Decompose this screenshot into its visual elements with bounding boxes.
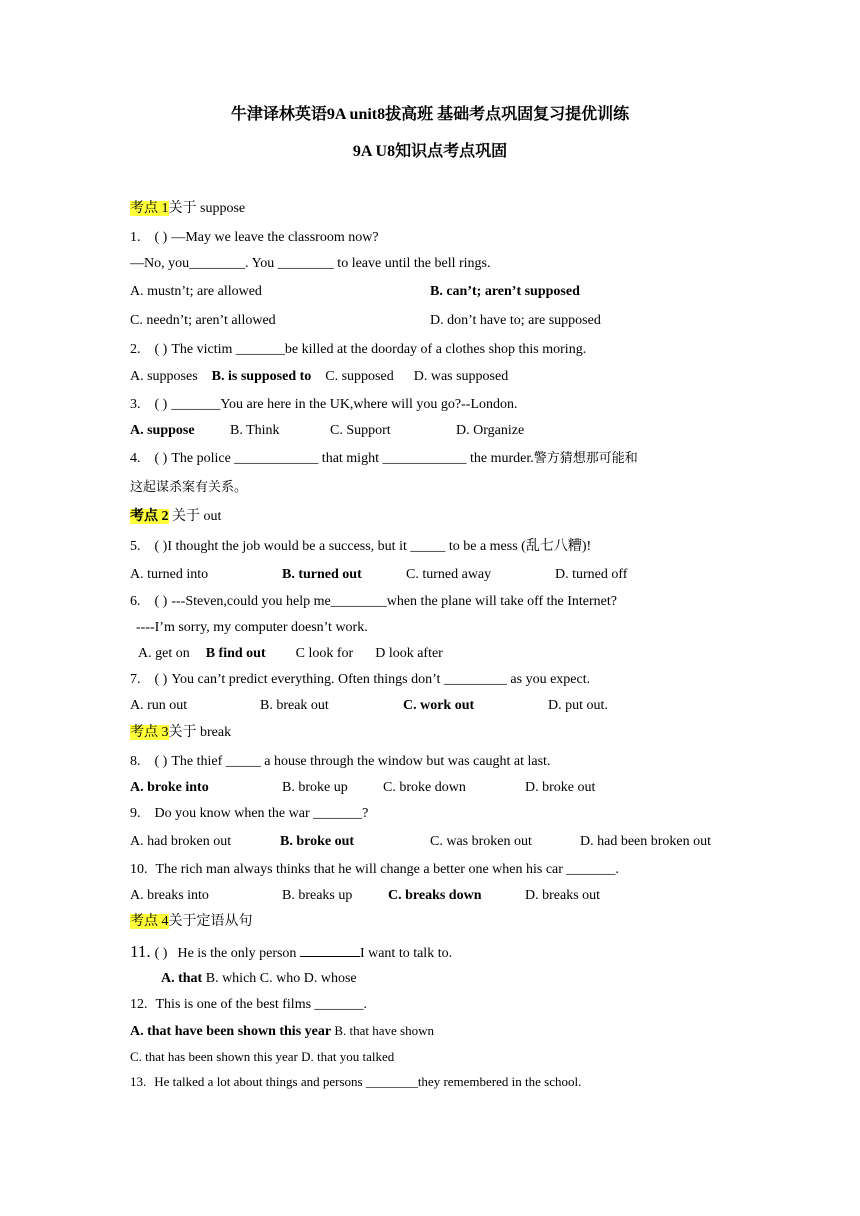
option-a-answer: A. that have been shown this year [130, 1024, 332, 1039]
question-6: 6. ( ) ---Steven,could you help me________when the plane will take off the Internet? [130, 594, 617, 609]
option-b: B. broke up [282, 780, 348, 795]
question-6-options: A. get on B find out C look for D look after [138, 646, 443, 661]
option-c-answer: C. work out [403, 698, 475, 713]
option-d: D. turned off [555, 567, 628, 582]
question-10: 10. The rich man always thinks that he will change a better one when his car _______. [130, 862, 619, 877]
answer-blank [300, 943, 360, 957]
question-12: 12. This is one of the best films _______. [130, 997, 368, 1012]
question-7: 7. ( ) You can’t predict everything. Often things don’t _________ as you expect. [130, 672, 591, 687]
section-heading-3 [130, 724, 231, 742]
question-3: 3. ( ) _______You are here in the UK,where will you go?--London. [130, 397, 518, 412]
question-1: 1. ( ) —May we leave the classroom now? [130, 230, 379, 245]
option-d: D. put out. [548, 698, 608, 713]
option-a-answer: A. suppose [130, 423, 195, 438]
option-a: A. mustn’t; are allowed [130, 284, 262, 299]
option-a: A. turned into [130, 567, 209, 582]
section-tag: 考点 4 [130, 914, 169, 929]
question-4: 4. ( ) The police ____________ that might ____________ the murder.警方猜想那可能和 [130, 451, 638, 466]
question-1-line2: —No, you________. You ________ to leave until the bell rings. [130, 256, 491, 271]
section-topic: 关于 out [168, 509, 222, 524]
question-13: 13. He talked a lot about things and persons ________they remembered in the school. [130, 1074, 582, 1089]
question-2: 2. ( ) The victim _______be killed at the doorday of a clothes shop this moring. [130, 342, 587, 357]
option-d: D. had been broken out [580, 834, 712, 849]
option-c: C. was broken out [430, 834, 532, 849]
option-b: B. break out [260, 698, 329, 713]
section-tag: 考点 1 [130, 201, 169, 216]
section-topic: 关于 suppose [168, 201, 246, 216]
question-2-options: A. supposes B. is supposed to C. supposed D. was supposed [130, 369, 509, 384]
option-c-answer: C. breaks down [388, 888, 482, 903]
option-b-answer: B. is supposed to [211, 369, 312, 384]
option-a: A. had broken out [130, 834, 232, 849]
question-11: 11. ( ) He is the only person I want to talk to. [130, 942, 453, 961]
question-12-options: A. that have been shown this year B. that have shown [130, 1023, 434, 1039]
section-tag: 考点 2 [130, 509, 169, 524]
question-6-line2: ----I’m sorry, my computer doesn’t work. [136, 620, 368, 635]
option-d: D. breaks out [525, 888, 601, 903]
option-c: C. Support [330, 423, 391, 438]
question-12-options-line2: C. that has been shown this year D. that you talked [130, 1049, 395, 1064]
section-topic: 关于 break [168, 725, 232, 740]
question-11-options: A. that B. which C. who D. whose [161, 971, 357, 986]
option-a: A. run out [130, 698, 188, 713]
question-9: 9. Do you know when the war _______? [130, 806, 369, 821]
option-a-answer: A. broke into [130, 780, 209, 795]
option-c: C. turned away [406, 567, 492, 582]
option-d: D. Organize [456, 423, 525, 438]
option-a: A. breaks into [130, 888, 209, 903]
option-c: C. broke down [383, 780, 466, 795]
page-subtitle: 9A U8知识点考点巩固 [352, 143, 508, 160]
section-topic: 关于定语从句 [168, 914, 253, 929]
option-b: B. Think [230, 423, 280, 438]
option-d: D. broke out [525, 780, 596, 795]
section-heading-4 [130, 913, 253, 931]
option-b-answer: B. broke out [280, 834, 355, 849]
option-a-answer: A. that [161, 971, 203, 986]
option-b: B. breaks up [282, 888, 353, 903]
question-4-translation: 这起谋杀案有关系。 [130, 480, 248, 495]
section-heading-2 [130, 508, 221, 526]
option-c: C. needn’t; aren’t allowed [130, 313, 276, 328]
page-title: 牛津译林英语9A unit8拔高班 基础考点巩固复习提优训练 [230, 106, 630, 123]
section-tag: 考点 3 [130, 725, 169, 740]
question-8: 8. ( ) The thief _____ a house through the window but was caught at last. [130, 754, 551, 769]
option-b-answer: B find out [205, 646, 266, 661]
option-b-answer: B. turned out [282, 567, 362, 582]
option-b-answer: B. can’t; aren’t supposed [430, 284, 580, 299]
question-5: 5. ( )I thought the job would be a success, but it _____ to be a mess (乱七八糟)! [130, 539, 592, 554]
option-d: D. don’t have to; are supposed [430, 313, 601, 328]
section-heading-1 [130, 200, 245, 218]
